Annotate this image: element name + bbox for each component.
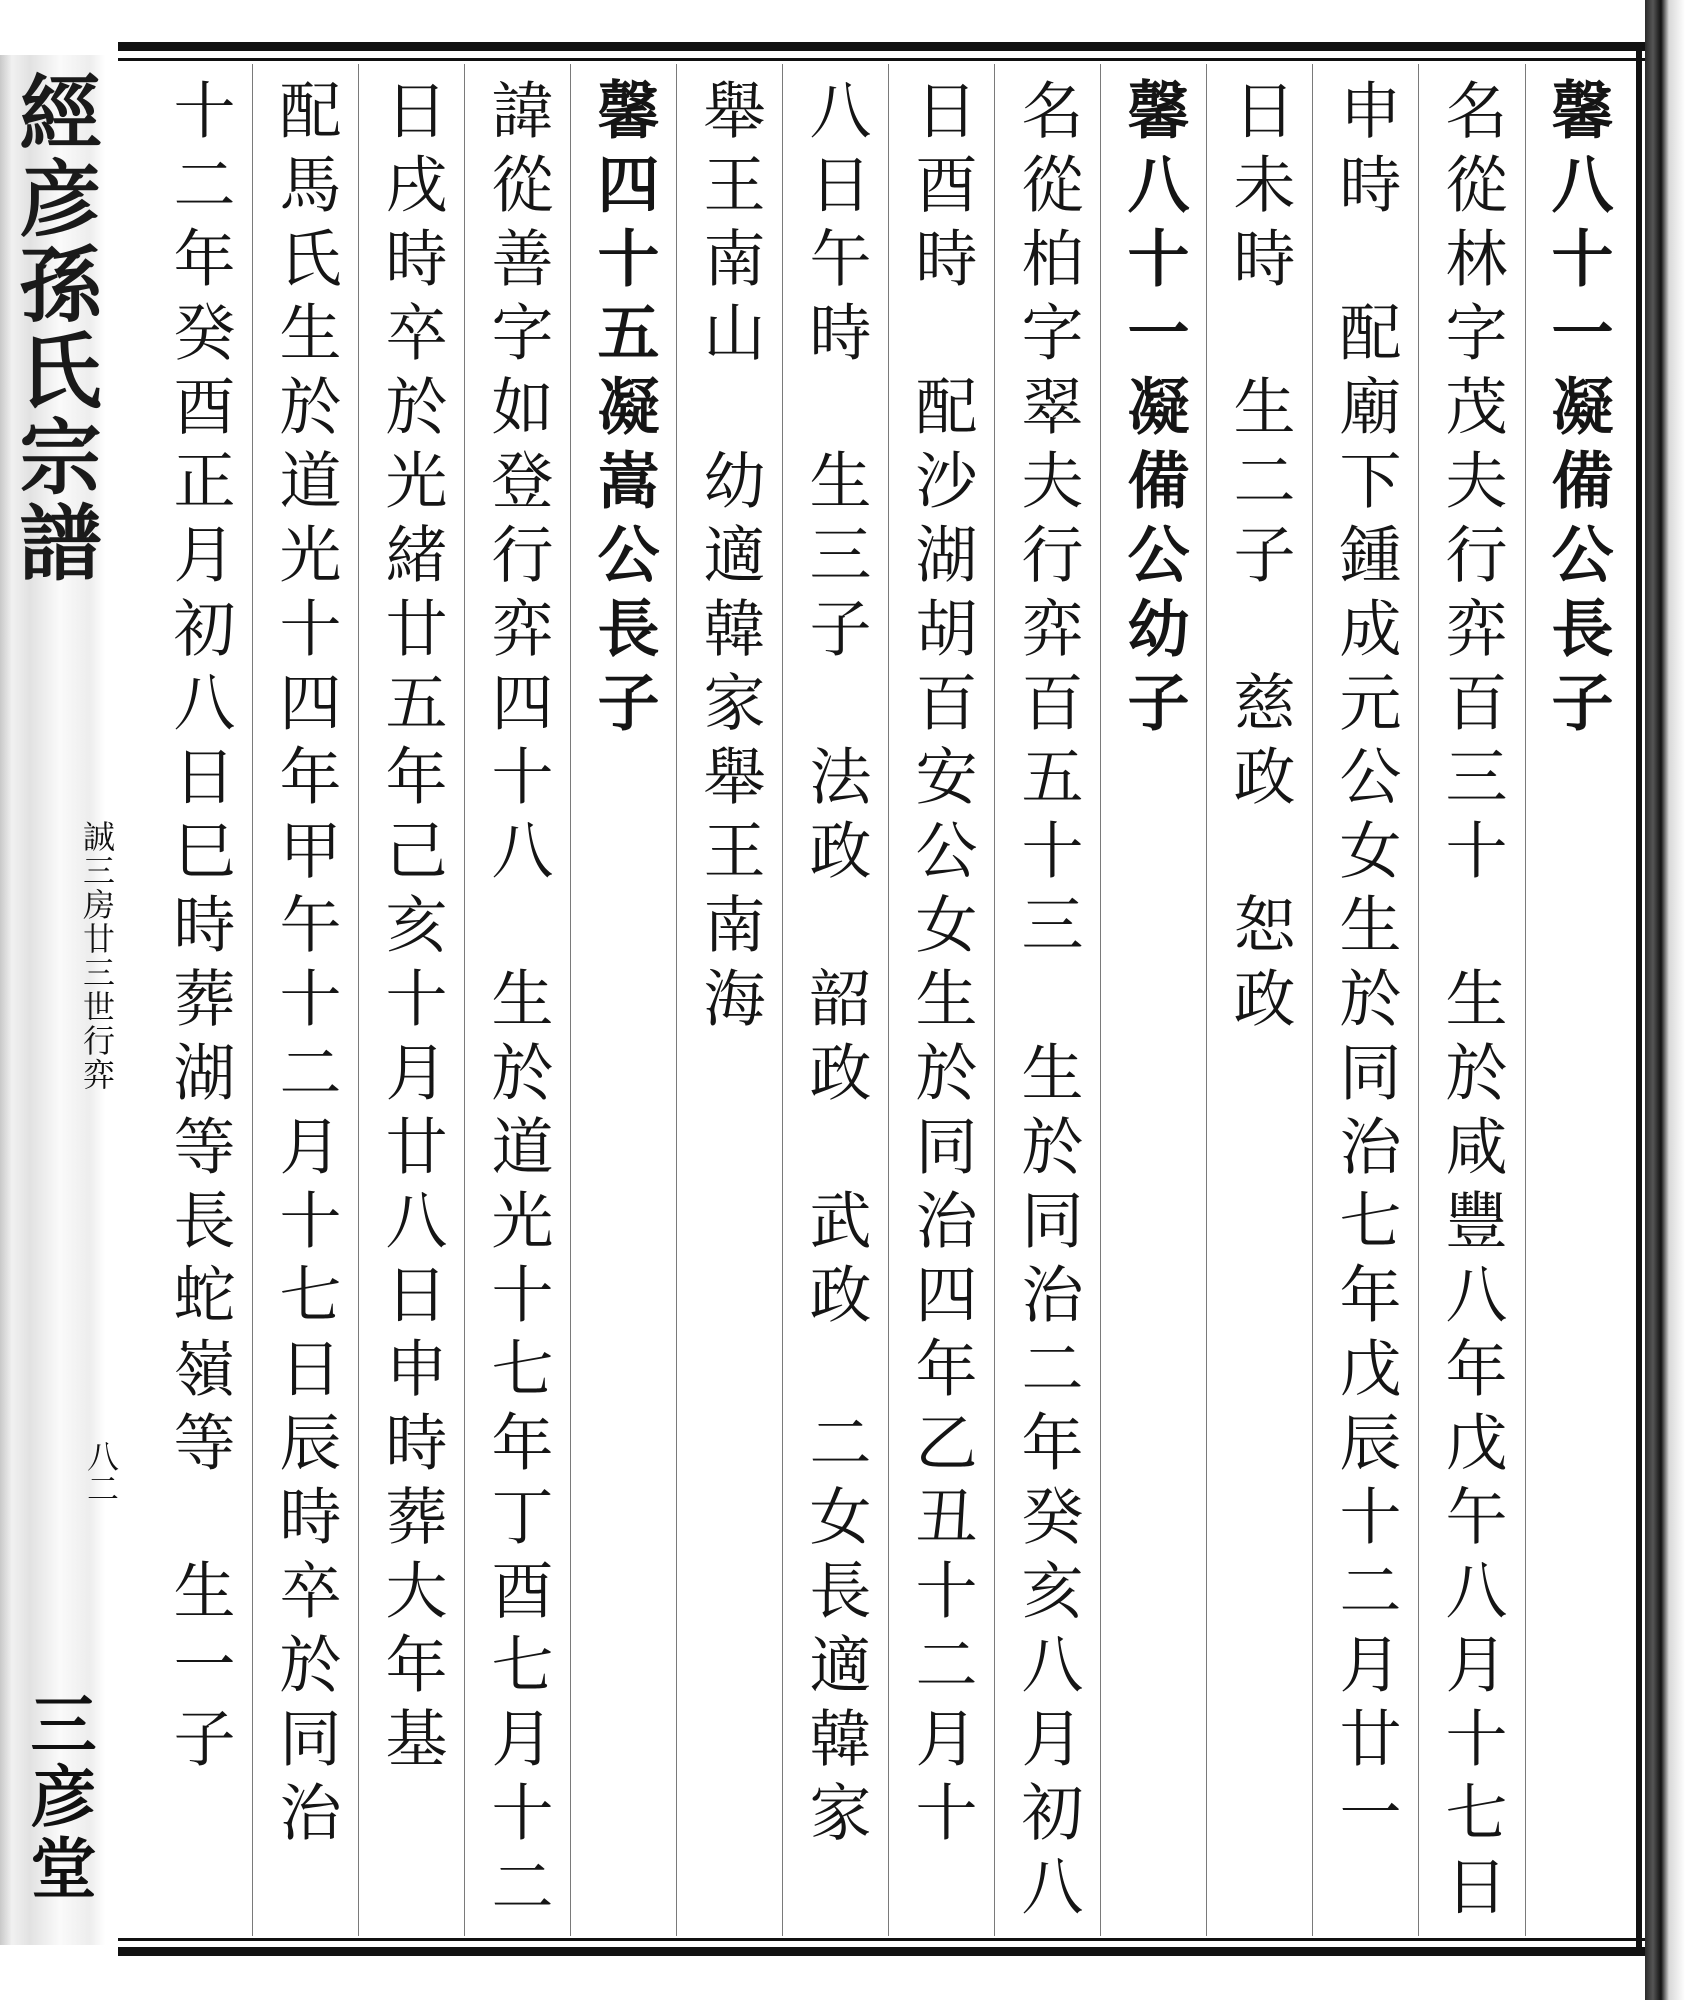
bottom-border-inner [118, 1938, 1648, 1941]
column-separator [782, 64, 783, 1936]
entry-heading: 馨八十一凝備公長子 [1541, 78, 1614, 744]
text-column: 日未時 生二子 慈政 恕政 [1223, 78, 1296, 1040]
text-column: 諱從善字如登行弈四十八 生於道光十七年丁酉七月十二 [481, 78, 554, 1928]
text-column: 十二年癸酉正月初八日巳時葬湖等長蛇嶺等 生一子 [163, 78, 236, 1780]
bottom-border [118, 1947, 1648, 1956]
text-column: 日戌時卒於光緒廿五年己亥十月廿八日申時葬大年基 [375, 78, 448, 1780]
column-separator [1312, 64, 1313, 1936]
top-border-inner [118, 58, 1648, 61]
text-column: 申時 配廟下鍾成元公女生於同治七年戊辰十二月廿一 [1329, 78, 1402, 1854]
column-separator [994, 64, 995, 1936]
column-separator [358, 64, 359, 1936]
column-separator [1206, 64, 1207, 1936]
column-separator [888, 64, 889, 1936]
page-right-edge [1645, 0, 1685, 2000]
page-number: 八二 [82, 1440, 120, 1504]
right-border [1636, 45, 1642, 1955]
text-column: 名從林字茂夫行弈百三十 生於咸豐八年戊午八月十七日 [1435, 78, 1508, 1928]
column-separator [1418, 64, 1419, 1936]
column-separator [252, 64, 253, 1936]
text-column: 日酉時 配沙湖胡百安公女生於同治四年乙丑十二月十 [905, 78, 978, 1854]
entry-heading: 馨八十一凝備公幼子 [1117, 78, 1190, 744]
branch-note: 誠三房廿三世行弈 [78, 820, 116, 1092]
column-separator [570, 64, 571, 1936]
column-separator [1525, 64, 1526, 1936]
entry-heading: 馨四十五凝嵩公長子 [587, 78, 660, 744]
column-separator [464, 64, 465, 1936]
text-column: 舉王南山 幼適韓家舉王南海 [693, 78, 766, 1040]
text-column: 名從柏字翠夫行弈百五十三 生於同治二年癸亥八月初八 [1011, 78, 1084, 1928]
genealogy-title: 經彦孫氏宗譜 [6, 70, 102, 586]
column-separator [1100, 64, 1101, 1936]
text-column: 配馬氏生於道光十四年甲午十二月十七日辰時卒於同治 [269, 78, 342, 1854]
text-column: 八日午時 生三子 法政 韶政 武政 二女長適韓家 [799, 78, 872, 1854]
column-separator [676, 64, 677, 1936]
hall-name: 三彦堂 [19, 1690, 97, 1906]
top-border [118, 42, 1648, 51]
